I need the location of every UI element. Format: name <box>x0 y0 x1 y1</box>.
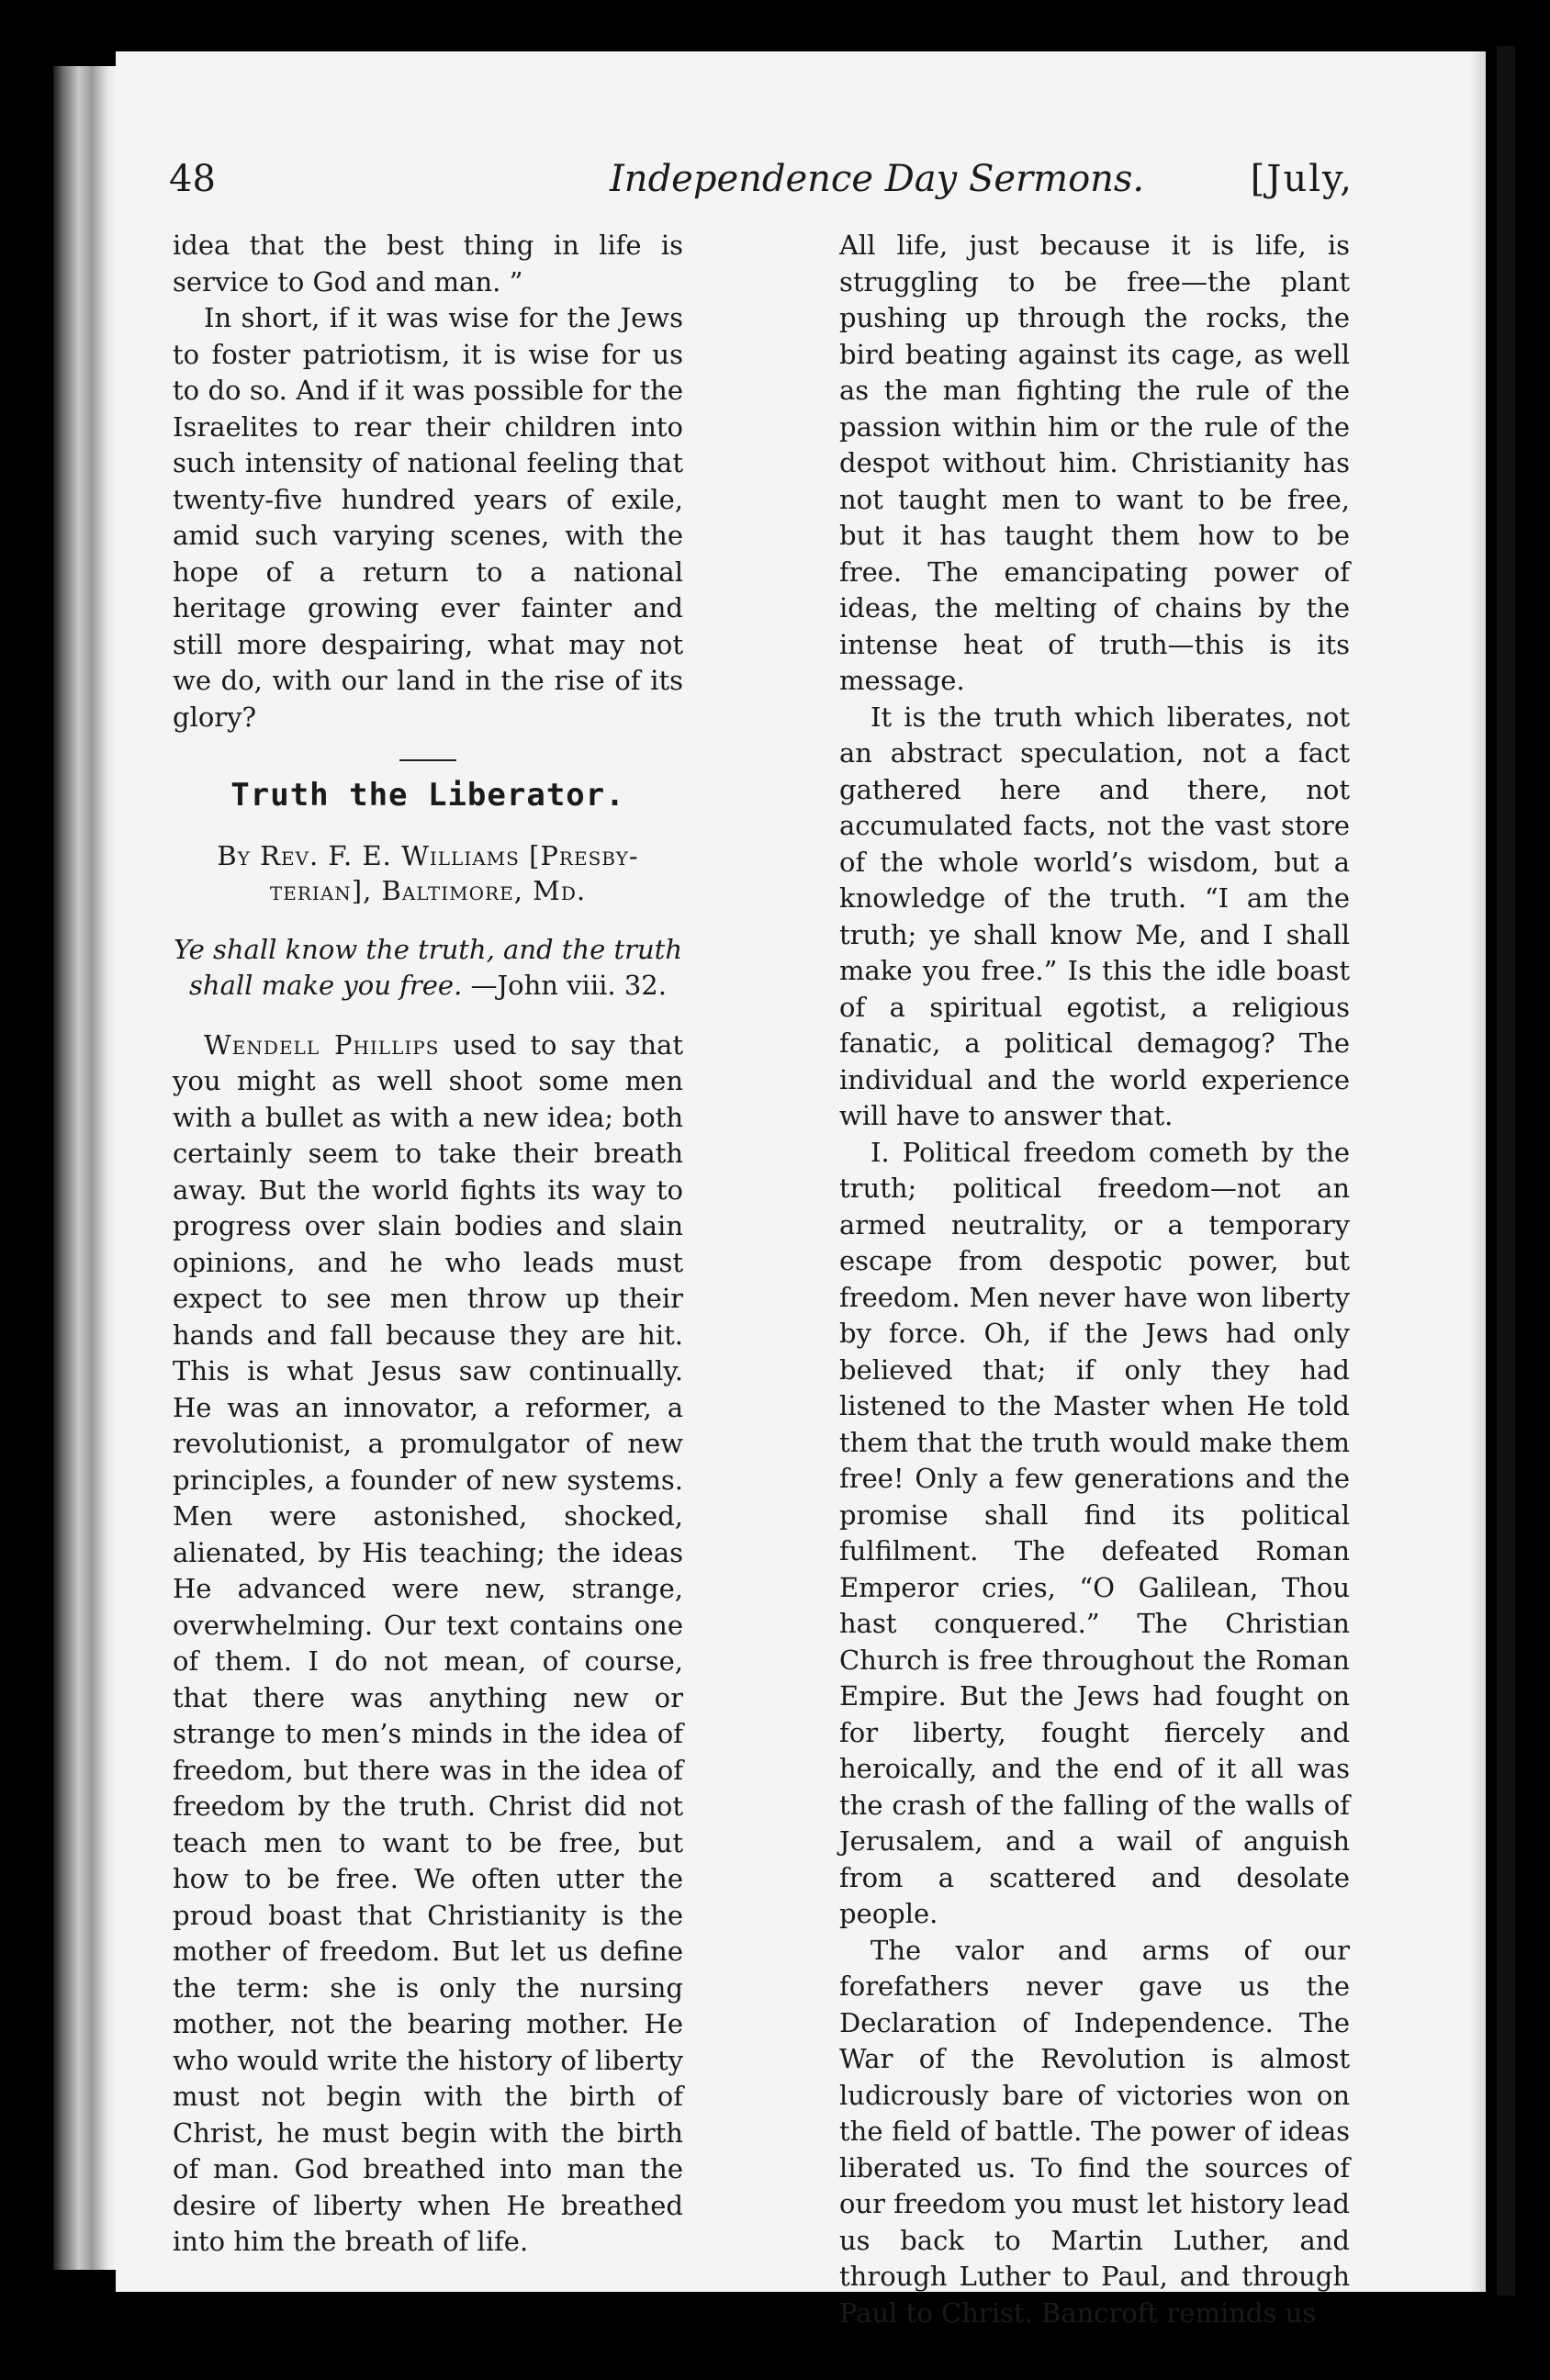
book-binding <box>53 66 118 2270</box>
running-title: Independence Day Sermons. <box>610 158 1145 200</box>
epigraph <box>173 932 683 1004</box>
byline-line-1: By Rev. F. E. Williams [Presby- <box>217 839 639 871</box>
left-column <box>173 228 683 2261</box>
paragraph-in-short: In short, if it was wise for the Jews to foster patriotism, it is wise for us to do so. And if it was possible for the Israelites to rear their children into such intensity of national feeling that twenty-five hundred years of exile, amid such varying scenes, with the hope of a return to a national heritage growing ever fainter and still more despairing, what may not we do, with our land in the rise of its glory? <box>173 302 683 733</box>
running-month: [July, <box>1250 158 1353 200</box>
page-number: 48 <box>169 158 216 200</box>
article-byline <box>173 838 683 908</box>
paragraph-political-freedom: I. Political freedom cometh by the truth; political freedom—not an armed neutrality, or a temporary escape from despotic power, but freedom. Men never have won liberty by force. Oh, if the Jews had only believed that; if only they had listened to the Master when He told them that the truth would make them free! Only a few generations and the promise shall find its political fulfilment. The defeated Roman Emperor cries, “O Galilean, Thou hast conquered.” The Christian Church is free throughout the Roman Empire. But the Jews had fought on for liberty, fought fiercely and heroically, and the end of it all was the crash of the falling of the walls of Jerusalem, and a wail of anguish from a scattered and desolate people. <box>839 1136 1350 1929</box>
right-column <box>839 228 1350 2331</box>
right-edge-shadow <box>1497 46 1515 2296</box>
byline-line-2: terian], Baltimore, Md. <box>269 874 587 906</box>
paragraph-valor: The valor and arms of our forefathers never gave us the Declaration of Independence. The War of the Revolution is almost ludicrously bare of victories won on the field of battle. The power of ideas liberated us. To find the sources of our freedom you must let history lead us back to Martin Luther, and through Luther to Paul, and through Paul to Christ. Bancroft reminds us <box>839 1934 1350 2329</box>
running-header <box>169 158 1353 213</box>
lead-name: Wendell Phillips <box>204 1028 440 1061</box>
paragraph-wendell-phillips <box>173 1027 683 2261</box>
section-divider <box>399 759 456 761</box>
article-title: Truth the Liberator. <box>230 777 625 814</box>
page-edge <box>1469 51 1486 2292</box>
epigraph-verse: Ye shall know the truth, and the truth shall make you free. <box>173 933 683 1001</box>
paragraph-body: used to say that you might as well shoot some men with a bullet as with a new idea; both certainly seem to take their breath away. But the world fights its way to progress over slain bodies and slain opinions, and he who leads must expect to see men throw up their hands and fall because they are hit. This is what Jesus saw continually. He was an innovator, a reformer, a revolutionist, a promulgator of new principles, a founder of new systems. Men were astonished, shocked, alienated, by His teaching; the ideas He advanced were new, strange, overwhelming. Our text contains one of them. I do not mean, of course, that there was anything new or strange to men’s minds in the idea of freedom, but there was in the idea of freedom by the truth. Christ did not teach men to want to be free, but how to be free. We often utter the proud boast that Christianity is the mother of freedom. But let us define the term: she is only the nursing mother, not the bearing mother. He who would write the history of liberty must not begin with the birth of Christ, he must begin with the birth of man. God breathed into man the desire of liberty when He breathed into him the breath of life. <box>173 1028 683 2257</box>
paragraph-truth-liberates: It is the truth which liberates, not an abstract speculation, not a fact gathered here and there, not accumulated facts, not the vast store of the whole world’s wisdom, but a knowledge of the truth. “I am the truth; ye shall know Me, and I shall make you free.” Is this the idle boast of a spiritual egotist, a religious fanatic, a political demagog? The individual and the world experience will have to answer that. <box>839 701 1350 1131</box>
continued-paragraph: idea that the best thing in life is service to God and man. ” <box>173 230 683 298</box>
paragraph-all-life: All life, just because it is life, is struggling to be free—the plant pushing up through the rocks, the bird beating against its cage, as well as the man fighting the rule of the passion within him or the rule of the despot without him. Christianity has not taught men to want to be free, but it has taught them how to be free. The emancipating power of ideas, the melting of chains by the intense heat of truth—this is its message. <box>839 230 1350 696</box>
epigraph-reference: —John viii. 32. <box>470 969 667 1001</box>
